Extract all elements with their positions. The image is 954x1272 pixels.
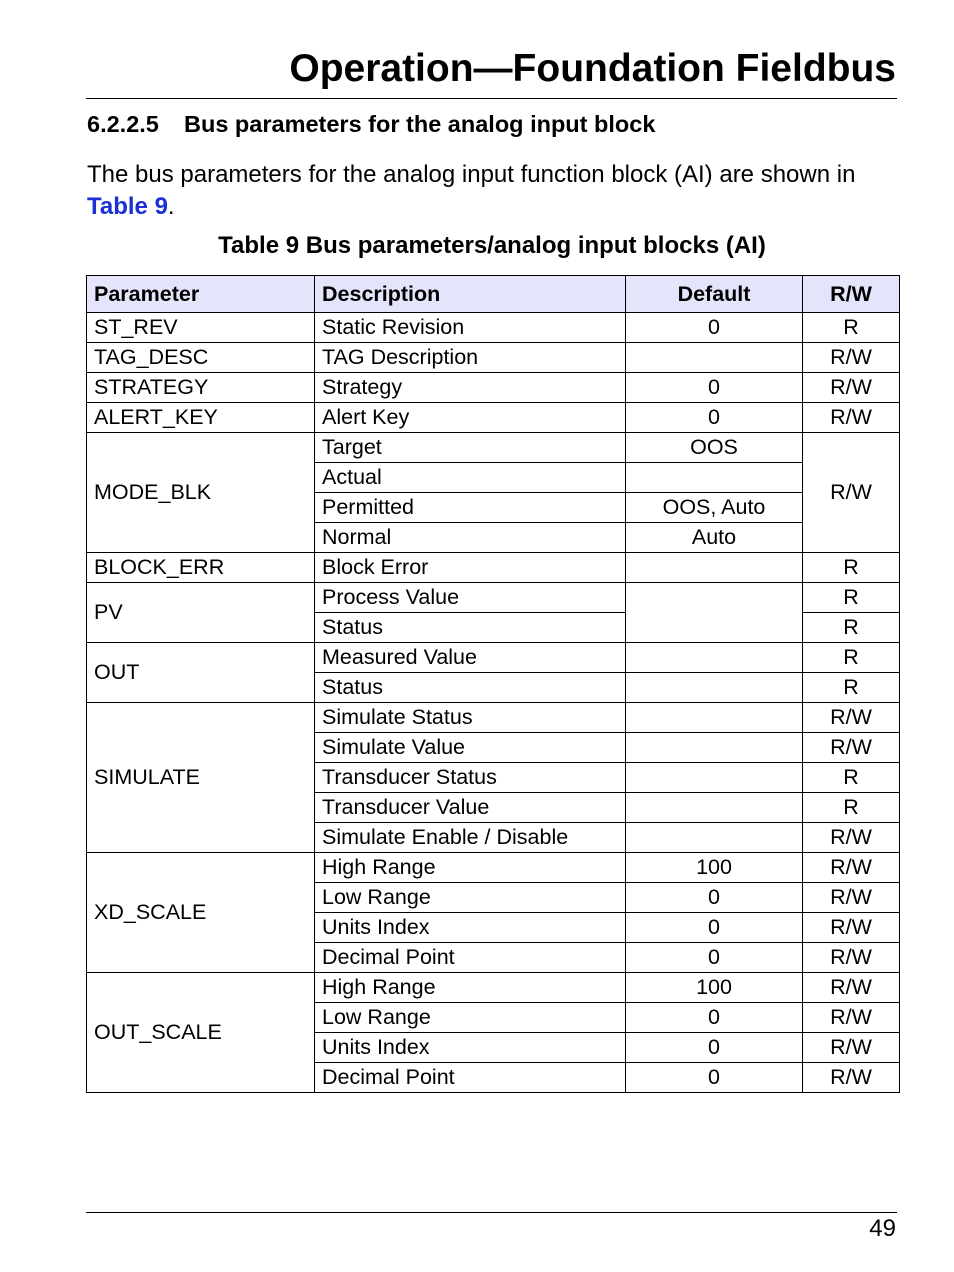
rw-cell: R/W: [803, 703, 900, 733]
parameter-cell: MODE_BLK: [87, 433, 315, 553]
default-cell: [626, 673, 803, 703]
default-cell: 0: [626, 403, 803, 433]
intro-paragraph: [87, 159, 902, 223]
rw-cell: R: [803, 793, 900, 823]
header-default: Default: [626, 276, 803, 313]
table-row: [87, 973, 900, 1003]
default-cell: [626, 703, 803, 733]
table-caption: Table 9 Bus parameters/analog input blocks (AI): [218, 232, 766, 259]
table-row: [87, 583, 900, 613]
description-cell: Alert Key: [315, 403, 626, 433]
parameter-cell: SIMULATE: [87, 703, 315, 853]
table-row: [87, 853, 900, 883]
description-cell: Decimal Point: [315, 943, 626, 973]
bus-parameters-table: [86, 275, 900, 1093]
page-number: 49: [869, 1215, 896, 1242]
description-cell: Actual: [315, 463, 626, 493]
description-cell: High Range: [315, 973, 626, 1003]
description-cell: Target: [315, 433, 626, 463]
default-cell: [626, 823, 803, 853]
table-header-row: [87, 276, 900, 313]
description-cell: Simulate Status: [315, 703, 626, 733]
default-cell: [626, 343, 803, 373]
description-cell: Measured Value: [315, 643, 626, 673]
header-parameter: Parameter: [87, 276, 315, 313]
rw-cell: R/W: [803, 1063, 900, 1093]
rw-cell: R/W: [803, 973, 900, 1003]
default-cell: 0: [626, 373, 803, 403]
parameter-cell: BLOCK_ERR: [87, 553, 315, 583]
intro-end: .: [167, 193, 175, 220]
header-rw: R/W: [803, 276, 900, 313]
parameter-cell: OUT: [87, 643, 315, 703]
parameter-cell: PV: [87, 583, 315, 643]
table-row: [87, 703, 900, 733]
chapter-title: Operation—Foundation Fieldbus: [289, 47, 896, 90]
section-title: Bus parameters for the analog input block: [184, 111, 656, 137]
default-cell: 0: [626, 1003, 803, 1033]
table-row: [87, 433, 900, 463]
description-cell: Low Range: [315, 1003, 626, 1033]
section-number: 6.2.2.5: [87, 111, 159, 137]
description-cell: Units Index: [315, 913, 626, 943]
description-cell: Permitted: [315, 493, 626, 523]
description-cell: High Range: [315, 853, 626, 883]
description-cell: Transducer Status: [315, 763, 626, 793]
rw-cell: R: [803, 583, 900, 613]
table-row: [87, 313, 900, 343]
parameter-cell: OUT_SCALE: [87, 973, 315, 1093]
header-description: Description: [315, 276, 626, 313]
description-cell: Simulate Enable / Disable: [315, 823, 626, 853]
table-cross-reference-link[interactable]: Table 9: [87, 193, 168, 220]
default-cell: OOS: [626, 433, 803, 463]
rw-cell: R: [803, 613, 900, 643]
rw-cell: R/W: [803, 433, 900, 553]
parameter-cell: ST_REV: [87, 313, 315, 343]
table-row: [87, 343, 900, 373]
description-cell: Static Revision: [315, 313, 626, 343]
default-cell: 100: [626, 853, 803, 883]
table-row: [87, 553, 900, 583]
parameter-cell: ALERT_KEY: [87, 403, 315, 433]
description-cell: TAG Description: [315, 343, 626, 373]
description-cell: Status: [315, 673, 626, 703]
rw-cell: R/W: [803, 403, 900, 433]
description-cell: Strategy: [315, 373, 626, 403]
default-cell: 0: [626, 313, 803, 343]
default-cell: [626, 793, 803, 823]
table-row: [87, 403, 900, 433]
rw-cell: R: [803, 673, 900, 703]
description-cell: Low Range: [315, 883, 626, 913]
default-cell: [626, 733, 803, 763]
description-cell: Simulate Value: [315, 733, 626, 763]
default-cell: 0: [626, 943, 803, 973]
default-cell: 100: [626, 973, 803, 1003]
rw-cell: R: [803, 553, 900, 583]
rw-cell: R/W: [803, 1003, 900, 1033]
rw-cell: R: [803, 643, 900, 673]
default-cell: Auto: [626, 523, 803, 553]
default-cell: 0: [626, 1063, 803, 1093]
section-heading: [87, 109, 655, 139]
parameter-cell: STRATEGY: [87, 373, 315, 403]
default-cell: 0: [626, 883, 803, 913]
rw-cell: R/W: [803, 343, 900, 373]
default-cell: [626, 463, 803, 493]
rw-cell: R/W: [803, 853, 900, 883]
rw-cell: R/W: [803, 943, 900, 973]
rw-cell: R/W: [803, 883, 900, 913]
default-cell: OOS, Auto: [626, 493, 803, 523]
parameter-cell: TAG_DESC: [87, 343, 315, 373]
title-divider: [86, 98, 897, 99]
description-cell: Status: [315, 613, 626, 643]
rw-cell: R: [803, 763, 900, 793]
default-cell: [626, 643, 803, 673]
description-cell: Transducer Value: [315, 793, 626, 823]
description-cell: Normal: [315, 523, 626, 553]
rw-cell: R/W: [803, 733, 900, 763]
rw-cell: R: [803, 313, 900, 343]
default-cell: [626, 553, 803, 583]
default-cell: [626, 763, 803, 793]
rw-cell: R/W: [803, 913, 900, 943]
description-cell: Units Index: [315, 1033, 626, 1063]
footer-divider: [86, 1212, 897, 1213]
rw-cell: R/W: [803, 373, 900, 403]
default-cell: 0: [626, 913, 803, 943]
rw-cell: R/W: [803, 823, 900, 853]
table-row: [87, 643, 900, 673]
description-cell: Process Value: [315, 583, 626, 613]
intro-text: The bus parameters for the analog input function block (AI) are shown in: [87, 161, 856, 188]
rw-cell: R/W: [803, 1033, 900, 1063]
parameter-cell: XD_SCALE: [87, 853, 315, 973]
default-cell: 0: [626, 1033, 803, 1063]
description-cell: Block Error: [315, 553, 626, 583]
description-cell: Decimal Point: [315, 1063, 626, 1093]
default-cell: [626, 583, 803, 643]
table-row: [87, 373, 900, 403]
